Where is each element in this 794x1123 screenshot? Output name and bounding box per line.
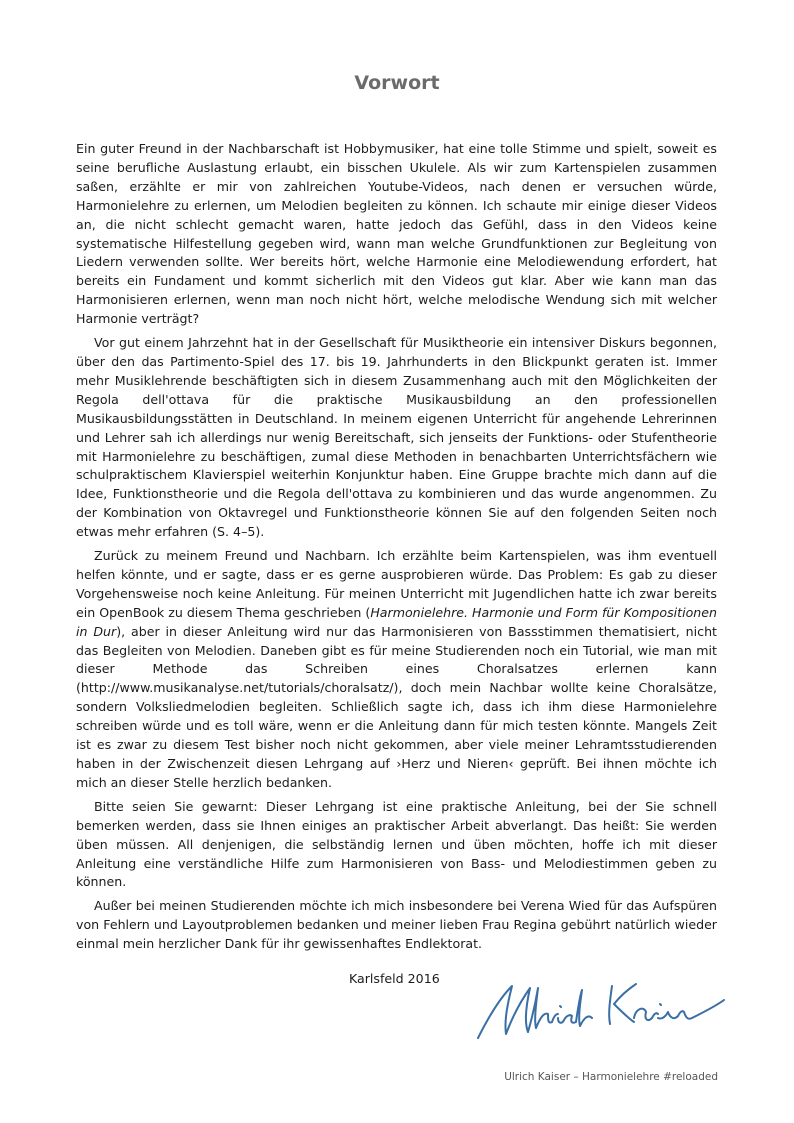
- paragraph-4: [76, 798, 717, 893]
- paragraph-text: Zurück zu meinem Freund und Nachbarn. Ich erzählte beim Kartenspielen, was ihm eventuell helfen könnte, und er sagte, dass er es gerne ausprobieren würde. Das Problem: Es gab zu dieser Vorgehensweise noch keine Anleitung. Für meinen Unterricht mit Jugendlichen hatte ich zwar bereits ein OpenBook zu diesem Thema geschrieben (: [76, 548, 717, 620]
- paragraph-text: Vor gut einem Jahrzehnt hat in der Gesellschaft für Musiktheorie ein intensiver Diskurs begonnen, über den das Partimento-Spiel des 17. bis 19. Jahrhunderts in den Blickpunkt geraten ist. Immer mehr Musiklehrende beschäftigten sich in diesem Zusammenhang auch mit den Möglichkeiten der Regola dell'ottava für die praktische Musikausbildung an den professionellen Musikausbildungsstätten in Deutschland. In meinem eigenen Unterricht für angehende Lehrerinnen und Lehrer sah ich allerdings nur wenig Bereitschaft, sich jenseits der Funktions- oder Stufentheorie mit Harmonielehre zu beschäftigen, zumal diese Methoden in benachbarten Unterrichtsfächern wie schulpraktischem Klavierspiel weiterhin Konjunktur haben. Eine Gruppe brachte mich dann auf die Idee, Funktionstheorie und die Regola dell'ottava zu kombinieren und das wurde angenommen. Zu der Kombination von Oktavregel und Funktionstheorie können Sie auf den folgenden Seiten noch etwas mehr erfahren (S. 4–5).: [76, 335, 717, 540]
- paragraph-3: [76, 547, 717, 793]
- paragraph-text: Ein guter Freund in der Nachbarschaft ist Hobbymusiker, hat eine tolle Stimme und spielt, soweit es seine berufliche Auslastung erlaubt, ein bisschen Ukulele. Als wir zum Kartenspielen zusammen saßen, erzählte er mir von zahlreichen Youtube-Videos, nach denen er versuchen würde, Harmonielehre zu erlernen, um Melodien begleiten zu können. Ich schaute mir einige dieser Videos an, die nicht schlecht gemacht waren, hatte jedoch das Gefühl, dass in den Videos keine systematische Hilfestellung gegeben wird, wann man welche Grundfunktionen zur Begleitung von Liedern verwenden sollte. Wer bereits hört, welche Harmonie eine Melodiewendung erfordert, hat bereits ein Fundament und kommt sicherlich mit den Videos gut klar. Aber wie kann man das Harmonisieren erlernen, wenn man noch nicht hört, welche melodische Wendung sich mit welcher Harmonie verträgt?: [76, 141, 717, 327]
- paragraph-text: ), aber in dieser Anleitung wird nur das Harmonisieren von Bassstimmen thematisiert, nicht das Begleiten von Melodien. Daneben gibt es für meine Studierenden noch ein Tutorial, wie man mit dieser Methode das Schreiben eines Choralsatzes erlernen kann (http://www.musikanalyse.net/tutorials/choralsatz/), doch mein Nachbar wollte keine Choralsätze, sondern Volksliedmelodien begleiten. Schließlich sagte ich, dass ich ihm diese Harmonielehre schreiben würde und es toll wäre, wenn er die Anleitung dann für mich testen könnte. Mangels Zeit ist es zwar zu diesem Test bisher noch nicht gekommen, aber viele meiner Lehramtsstudierenden haben in der Zwischenzeit diesen Lehrgang auf ›Herz und Nieren‹ geprüft. Bei ihnen möchte ich mich an dieser Stelle herzlich bedanken.: [76, 623, 717, 790]
- paragraph-5: [76, 897, 717, 954]
- page-title: Vorwort: [354, 72, 440, 94]
- place-date: Karlsfeld 2016: [349, 971, 440, 986]
- paragraph-text: Bitte seien Sie gewarnt: Dieser Lehrgang ist eine praktische Anleitung, bei der Sie schnell bemerken werden, dass sie Ihnen einiges an praktischer Arbeit abverlangt. Das heißt: Sie werden üben müssen. All denjenigen, die selbständig lernen und üben möchten, hoffe ich mit dieser Anleitung eine verständliche Hilfe zum Harmonisieren von Bass- und Melodiestimmen geben zu können.: [76, 798, 717, 890]
- signature-image: [472, 978, 728, 1044]
- paragraph-text: Außer bei meinen Studierenden möchte ich mich insbesondere bei Verena Wied für das Aufspüren von Fehlern und Layoutproblemen bedanken und meiner lieben Frau Regina gebührt natürlich wieder einmal mein herzlicher Dank für ihr gewissenhaftes Endlektorat.: [76, 898, 717, 952]
- paragraph-1: [76, 140, 717, 329]
- paragraph-2: [76, 334, 717, 542]
- page-footer: Ulrich Kaiser – Harmonielehre #reloaded: [504, 1071, 718, 1083]
- book-title-italic: Harmonielehre. Harmonie und Form für Kompositionen in Dur: [76, 604, 717, 639]
- preface-body: [76, 140, 717, 959]
